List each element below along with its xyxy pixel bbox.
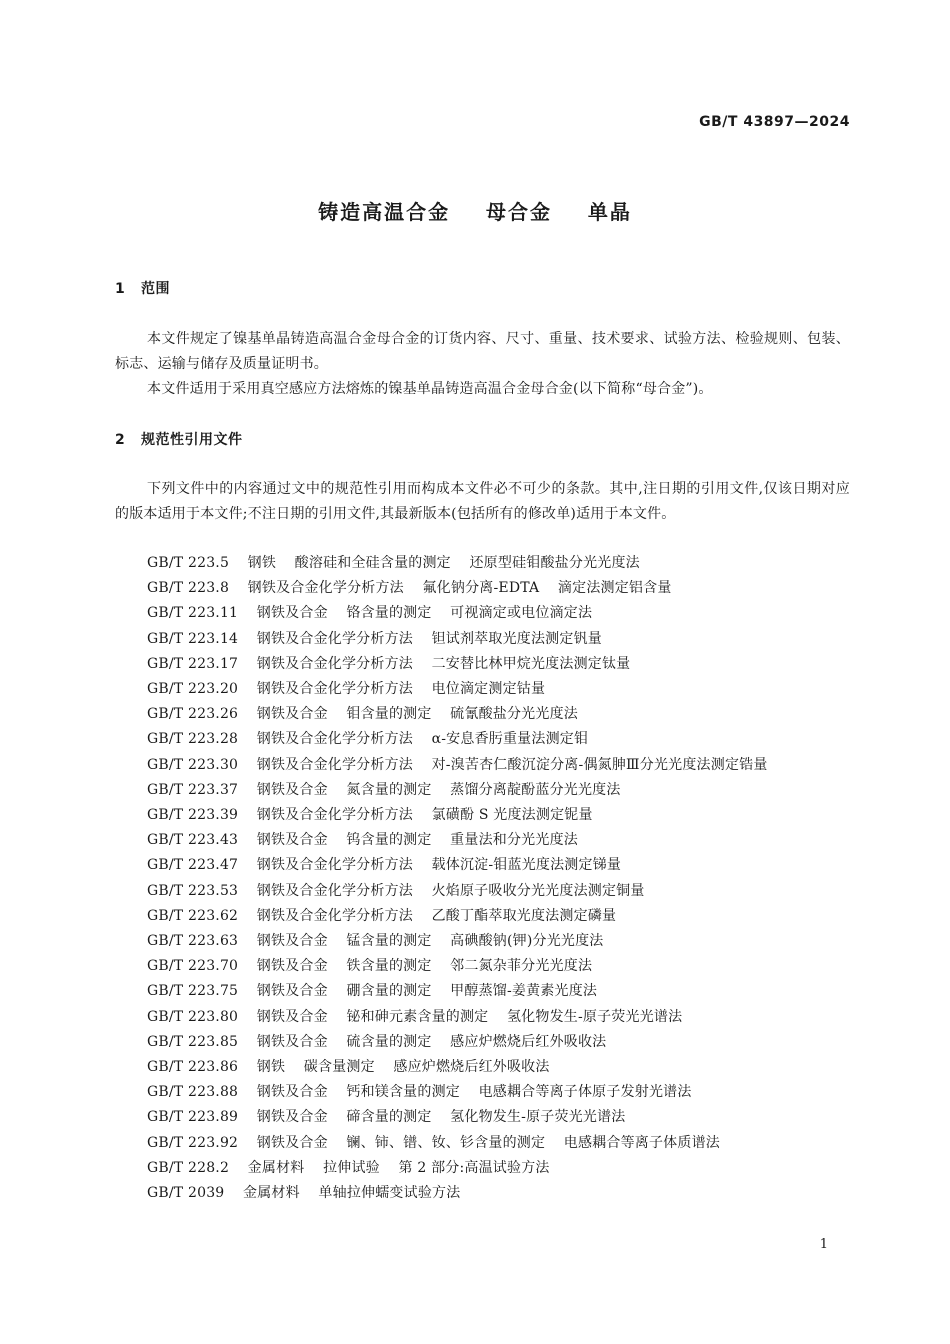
reference-item xyxy=(115,803,850,828)
reference-title: 钢铁及合金 铁含量的测定 邻二氮杂菲分光光度法 xyxy=(256,958,593,975)
reference-code: GB/T 2039 xyxy=(147,1185,225,1202)
reference-item xyxy=(115,1181,850,1206)
reference-code: GB/T 223.86 xyxy=(147,1059,239,1076)
reference-title: 钢铁及合金 钼含量的测定 硫氰酸盐分光光度法 xyxy=(256,706,578,723)
reference-item xyxy=(115,551,850,576)
reference-item xyxy=(115,954,850,979)
reference-item xyxy=(115,904,850,929)
scope-paragraph-2: 本文件适用于采用真空感应方法熔炼的镍基单晶铸造高温合金母合金(以下简称“母合金”)。 xyxy=(147,381,713,397)
reference-code: GB/T 223.43 xyxy=(147,832,239,849)
reference-item xyxy=(115,1105,850,1130)
section-title: 范围 xyxy=(141,281,170,297)
section-number: 2 xyxy=(115,432,126,448)
reference-code: GB/T 223.92 xyxy=(147,1134,239,1151)
reference-code: GB/T 223.5 xyxy=(147,555,230,571)
reference-title: 钢铁及合金化学分析方法 氟化钠分离-EDTA 滴定法测定铝含量 xyxy=(247,580,672,597)
reference-code: GB/T 223.53 xyxy=(147,882,239,899)
reference-item xyxy=(115,1080,850,1105)
reference-item xyxy=(115,753,850,778)
reference-title: 钢铁及合金化学分析方法 二安替比林甲烷光度法测定钛量 xyxy=(256,655,631,672)
reference-title: 金属材料 单轴拉伸蠕变试验方法 xyxy=(243,1185,461,1202)
reference-item xyxy=(115,1131,850,1156)
references-intro-paragraph: 下列文件中的内容通过文中的规范性引用而构成本文件必不可少的条款。其中,注日期的引用文件,仅该日期对应的版本适用于本文件;不注日期的引用文件,其最新版本(包括所有的修改单)适用于本文件。 xyxy=(115,481,850,522)
reference-code: GB/T 223.30 xyxy=(147,756,239,773)
reference-code: GB/T 223.14 xyxy=(147,630,239,647)
document-title: 铸造高温合金 母合金 单晶 xyxy=(318,200,632,224)
reference-code: GB/T 223.37 xyxy=(147,781,239,798)
reference-item xyxy=(115,677,850,702)
reference-code: GB/T 223.20 xyxy=(147,681,239,698)
reference-code: GB/T 223.88 xyxy=(147,1084,239,1101)
reference-item xyxy=(115,853,850,878)
reference-item xyxy=(115,627,850,652)
scope-paragraph-1: 本文件规定了镍基单晶铸造高温合金母合金的订货内容、尺寸、重量、技术要求、试验方法、检验规则、包装、标志、运输与储存及质量证明书。 xyxy=(115,331,850,372)
section-title: 规范性引用文件 xyxy=(141,432,243,448)
reference-item xyxy=(115,702,850,727)
reference-code: GB/T 223.75 xyxy=(147,983,239,1000)
reference-title: 钢铁 酸溶硅和全硅含量的测定 还原型硅钼酸盐分光光度法 xyxy=(247,555,640,571)
reference-code: GB/T 223.28 xyxy=(147,731,239,748)
reference-code: GB/T 223.85 xyxy=(147,1033,239,1050)
reference-title: 钢铁及合金 氮含量的测定 蒸馏分离靛酚蓝分光光度法 xyxy=(256,781,621,798)
reference-item xyxy=(115,1156,850,1181)
reference-title: 钢铁及合金化学分析方法 钽试剂萃取光度法测定钒量 xyxy=(256,630,602,647)
reference-title: 钢铁及合金 硫含量的测定 感应炉燃烧后红外吸收法 xyxy=(256,1033,607,1050)
reference-title: 钢铁及合金化学分析方法 电位滴定测定钴量 xyxy=(256,681,546,698)
reference-title: 钢铁及合金 锰含量的测定 高碘酸钠(钾)分光光度法 xyxy=(256,933,604,950)
reference-code: GB/T 223.17 xyxy=(147,655,239,672)
reference-item xyxy=(115,1030,850,1055)
reference-code: GB/T 223.11 xyxy=(147,605,239,622)
reference-list xyxy=(115,551,850,1206)
reference-title: 钢铁及合金 硼含量的测定 甲醇蒸馏-姜黄素光度法 xyxy=(256,983,598,1000)
reference-item xyxy=(115,601,850,626)
reference-title: 钢铁及合金 钨含量的测定 重量法和分光光度法 xyxy=(256,832,578,849)
reference-code: GB/T 223.26 xyxy=(147,706,239,723)
reference-item xyxy=(115,879,850,904)
reference-code: GB/T 223.63 xyxy=(147,933,239,950)
reference-item xyxy=(115,828,850,853)
reference-item xyxy=(115,652,850,677)
reference-title: 钢铁及合金 碲含量的测定 氢化物发生-原子荧光光谱法 xyxy=(256,1109,626,1126)
reference-code: GB/T 223.8 xyxy=(147,580,230,597)
reference-code: GB/T 223.70 xyxy=(147,958,239,975)
reference-title: 钢铁及合金化学分析方法 α-安息香肟重量法测定钼 xyxy=(256,731,589,748)
reference-item xyxy=(115,727,850,752)
reference-code: GB/T 223.62 xyxy=(147,907,239,924)
section-number: 1 xyxy=(115,281,126,297)
reference-code: GB/T 223.47 xyxy=(147,857,239,874)
reference-title: 钢铁 碳含量测定 感应炉燃烧后红外吸收法 xyxy=(256,1059,550,1076)
reference-title: 钢铁及合金化学分析方法 载体沉淀-钼蓝光度法测定锑量 xyxy=(256,857,622,874)
reference-title: 钢铁及合金 铋和砷元素含量的测定 氢化物发生-原子荧光光谱法 xyxy=(256,1008,683,1025)
reference-code: GB/T 228.2 xyxy=(147,1159,230,1176)
reference-item xyxy=(115,1055,850,1080)
reference-title: 钢铁及合金 铬含量的测定 可视滴定或电位滴定法 xyxy=(256,605,593,622)
reference-code: GB/T 223.80 xyxy=(147,1008,239,1025)
reference-title: 钢铁及合金 钙和镁含量的测定 电感耦合等离子体原子发射光谱法 xyxy=(256,1084,692,1101)
reference-item xyxy=(115,576,850,601)
section-heading-scope xyxy=(115,278,170,298)
reference-code: GB/T 223.39 xyxy=(147,807,239,824)
reference-title: 金属材料 拉伸试验 第 2 部分:高温试验方法 xyxy=(247,1159,550,1176)
reference-title: 钢铁及合金 镧、铈、镨、钕、钐含量的测定 电感耦合等离子体质谱法 xyxy=(256,1134,720,1151)
page-number: 1 xyxy=(819,1237,828,1252)
section-heading-normative-references xyxy=(115,429,243,449)
reference-title: 钢铁及合金化学分析方法 对-溴苦杏仁酸沉淀分离-偶氮胂Ⅲ分光光度法测定锆量 xyxy=(256,756,768,773)
reference-title: 钢铁及合金化学分析方法 乙酸丁酯萃取光度法测定磷量 xyxy=(256,907,617,924)
reference-title: 钢铁及合金化学分析方法 氯磺酚 S 光度法测定铌量 xyxy=(256,807,593,824)
reference-item xyxy=(115,1005,850,1030)
reference-item xyxy=(115,979,850,1004)
standard-code: GB/T 43897—2024 xyxy=(699,114,850,130)
reference-code: GB/T 223.89 xyxy=(147,1109,239,1126)
reference-item xyxy=(115,778,850,803)
reference-item xyxy=(115,929,850,954)
reference-title: 钢铁及合金化学分析方法 火焰原子吸收分光光度法测定铜量 xyxy=(256,882,645,899)
